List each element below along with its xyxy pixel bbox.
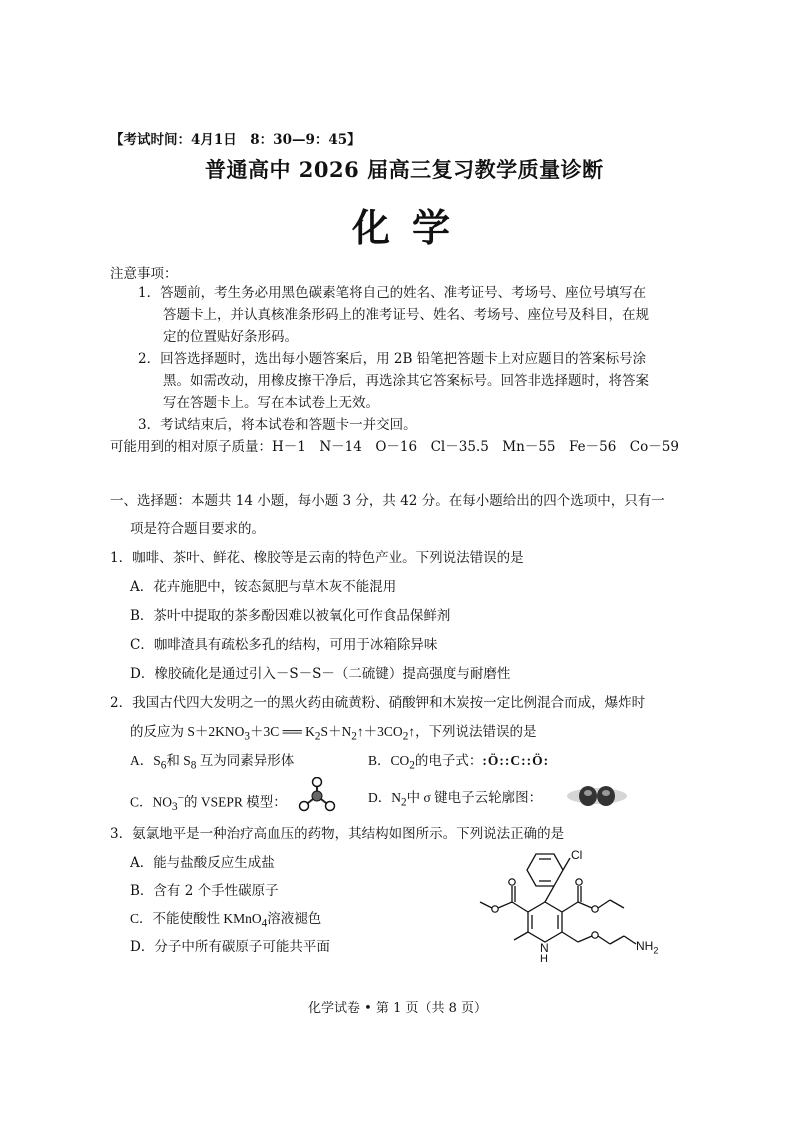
q3-option-b: B．含有 2 个手性碳原子 <box>130 883 279 899</box>
notes-item-2-line-2: 黑。如需改动，用橡皮擦干净后，再选涂其它答案标号。回答非选择题时，将答案 <box>163 373 649 389</box>
q2-reaction-part-2: ＋3C ══ K <box>250 724 315 739</box>
section1-heading-line-1: 一、选择题：本题共 14 小题，每小题 3 分，共 42 分。在每小题给出的四个选项中，只有一 <box>110 493 665 509</box>
notes-item-2-line-3: 写在答题卡上。写在本试卷上无效。 <box>163 395 379 411</box>
q1-option-d: D．橡胶硫化是通过引入－S－S－（二硫键）提高强度与耐磨性 <box>130 666 511 682</box>
notes-item-3-line-1: 3．考试结束后，将本试卷和答题卡一并交回。 <box>138 417 417 433</box>
q2-reaction-part-4: ↑＋3CO <box>356 724 403 739</box>
notes-heading: 注意事项： <box>110 266 178 282</box>
section1-heading-line-2: 项是符合题目要求的。 <box>130 521 265 537</box>
q1-option-b: B．茶叶中提取的茶多酚因难以被氧化可作食品保鲜剂 <box>130 608 451 624</box>
struct-label-n: N <box>540 941 549 955</box>
q2-option-c <box>130 787 287 818</box>
q3-c-part-2: 溶液褪色 <box>267 911 322 926</box>
q3-c-sub: 4 <box>261 917 268 930</box>
q3-c-part-1: C．不能使酸性 KMnO <box>130 911 262 926</box>
struct-label-cl: Cl <box>571 848 583 862</box>
q2-c-part-1: C．NO <box>130 794 173 810</box>
notes-item-1-line-2: 答题卡上，并认真核准条形码上的准考证号、姓名、考场号、座位号及科目，在规 <box>163 307 649 323</box>
q2-b-part-2: 的电子式： <box>414 753 483 768</box>
q1-stem: 1．咖啡、茶叶、鲜花、橡胶等是云南的特色产业。下列说法错误的是 <box>110 550 524 566</box>
q2-reaction-part-3: S＋N <box>320 724 352 739</box>
q2-option-d <box>368 787 542 814</box>
q2-c-sub: 3 <box>172 801 178 814</box>
q2-c-sup: − <box>177 792 184 804</box>
sigma-bond-cloud-icon <box>564 783 630 809</box>
notes-item-1-line-1: 1．答题前，考生务必用黑色碳素笔将自己的姓名、准考证号、考场号、座位号填写在 <box>138 285 647 301</box>
subject-title: 化学 <box>352 205 473 250</box>
q2-reaction-sub-2: 2 <box>314 730 321 743</box>
q2-a-part-1: A．S <box>130 753 161 768</box>
q2-b-part-1: B．CO <box>368 753 410 768</box>
q1-option-c: C．咖啡渣具有疏松多孔的结构，可用于冰箱除异味 <box>130 637 438 653</box>
q3-stem: 3．氨氯地平是一种治疗高血压的药物，其结构如图所示。下列说法正确的是 <box>110 826 565 842</box>
co2-electron-formula: :Ö::C::Ö: <box>482 753 550 768</box>
exam-time: 【考试时间：4月1日 8：30—9：45】 <box>110 132 361 148</box>
q3-option-a: A．能与盐酸反应生成盐 <box>130 855 275 871</box>
q2-d-sub: 2 <box>401 796 407 809</box>
q2-a-sub-2: 8 <box>190 759 197 772</box>
q2-option-b <box>368 750 549 777</box>
q2-reaction-part-5: ↑，下列说法错误的是 <box>408 724 537 739</box>
q2-a-part-3: 互为同素异形体 <box>196 753 295 768</box>
notes-item-1-line-3: 定的位置贴好条形码。 <box>163 329 298 345</box>
q2-option-a <box>130 750 294 777</box>
exam-title: 普通高中 2026 届高三复习教学质量诊断 <box>205 157 604 182</box>
q3-option-d: D．分子中所有碳原子可能共平面 <box>130 939 330 955</box>
q2-a-part-2: 和 S <box>166 753 191 768</box>
q2-reaction-sub-4: 2 <box>402 730 409 743</box>
q2-d-part-1: D．N <box>368 790 401 805</box>
q2-stem-line-2 <box>130 721 537 748</box>
struct-nh2-sub: 2 <box>653 945 659 956</box>
vsepr-model-icon <box>297 777 337 813</box>
q2-reaction-sub-3: 2 <box>351 730 357 743</box>
struct-nh: NH <box>636 939 654 953</box>
q2-reaction-sub-1: 3 <box>244 730 251 743</box>
amlodipine-structure <box>468 842 688 972</box>
page-footer: 化学试卷 • 第 1 页（共 8 页） <box>308 1001 488 1016</box>
atomic-masses: 可能用到的相对原子质量：H－1 N－14 O－16 Cl－35.5 Mn－55 Fe－56 Co－59 <box>110 439 679 455</box>
q2-stem-line-1: 2．我国古代四大发明之一的黑火药由硫黄粉、硝酸钾和木炭按一定比例混合而成，爆炸时 <box>110 695 646 711</box>
q2-c-part-2: 的 VSEPR 模型： <box>184 794 287 810</box>
q2-d-part-2: 中 σ 键电子云轮廓图： <box>406 790 543 805</box>
q2-reaction-part-1: 的反应为 S＋2KNO <box>130 724 245 739</box>
q1-option-a: A．花卉施肥中，铵态氮肥与草木灰不能混用 <box>130 579 397 595</box>
struct-label-h: H <box>540 953 548 965</box>
q2-a-sub-1: 6 <box>160 759 167 772</box>
q2-b-sub: 2 <box>409 759 415 772</box>
q3-option-c <box>130 908 321 935</box>
notes-item-2-line-1: 2．回答选择题时，选出每小题答案后，用 2B 铅笔把答题卡上对应题目的答案标号涂 <box>138 351 647 367</box>
